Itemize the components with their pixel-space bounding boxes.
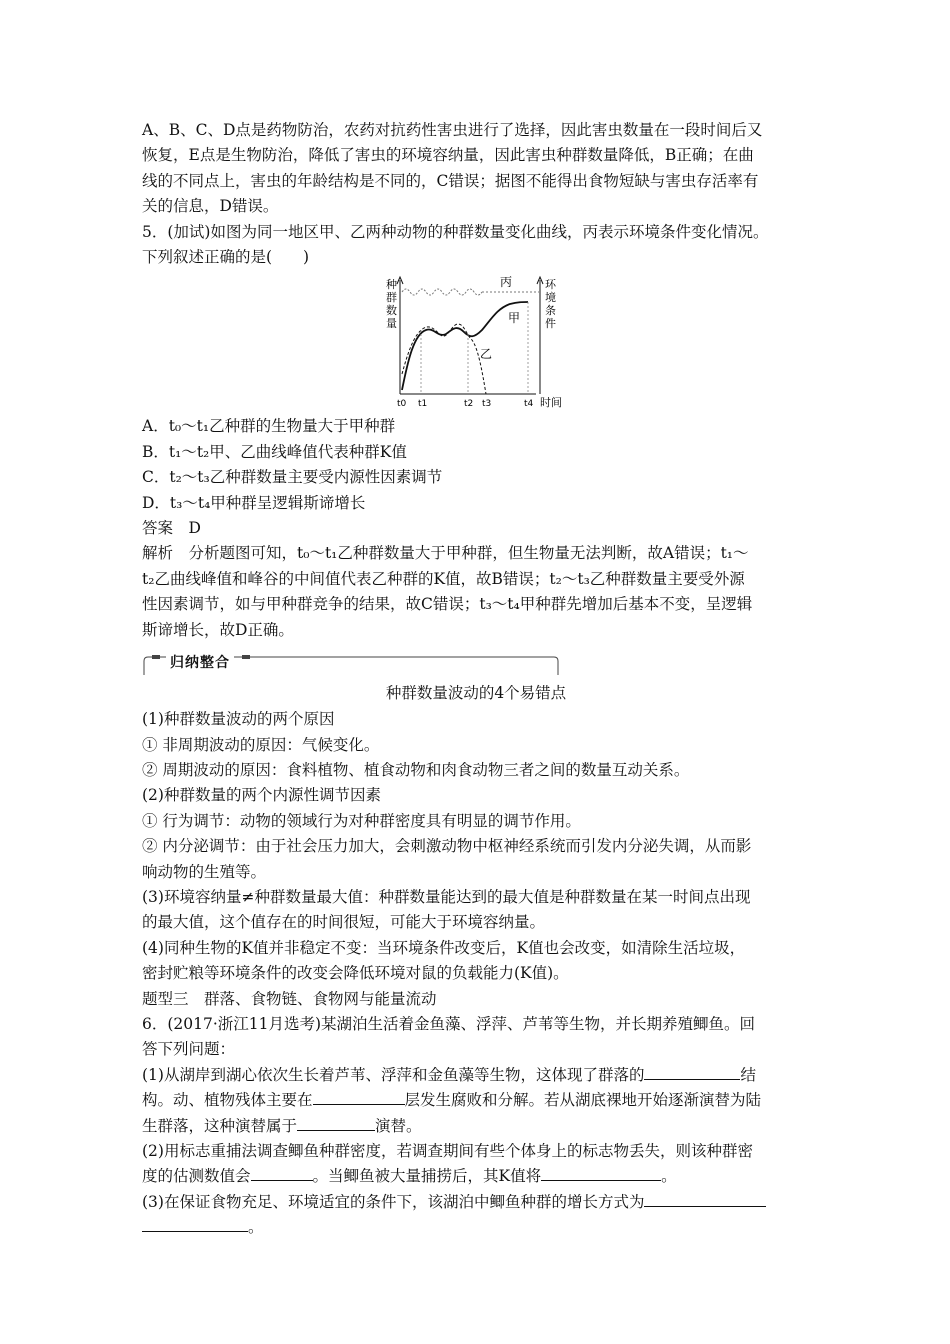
summary-content <box>142 707 810 986</box>
answer-blank[interactable] <box>313 1088 405 1105</box>
text: 层发生腐败和分解。若从湖底裸地开始逐渐演替为陆 <box>404 1091 762 1110</box>
label-jia: 甲 <box>508 311 521 326</box>
answer-blank[interactable] <box>142 1215 248 1232</box>
text: 度的估测数值会 <box>142 1167 251 1186</box>
text-line: A、B、C、D点是药物防治，农药对抗药性害虫进行了选择，因此害虫数量在一段时间后又 <box>142 121 763 139</box>
population-figure <box>142 272 810 412</box>
text: (3)在保证食物充足、环境适宜的条件下，该湖泊中鲫鱼种群的增长方式为 <box>142 1192 645 1211</box>
section-heading: 题型三 群落、食物链、食物网与能量流动 <box>142 989 437 1008</box>
x-tick-t4: t4 <box>524 399 534 410</box>
q6-part1-line1 <box>142 1063 810 1088</box>
label-yi: 乙 <box>480 347 493 362</box>
intro-paragraph <box>142 118 810 220</box>
question-stem: 5．(加试)如图为同一地区甲、乙两种动物的种群数量变化曲线，丙表示环境条件变化情况。 <box>142 222 769 241</box>
analysis-line: t₂乙曲线峰值和峰谷的中间值代表乙种群的K值，故B错误；t₂～t₃乙种群数量主要受外源 <box>142 569 745 588</box>
summary-line: (4)同种生物的K值并非稳定不变：当环境条件改变后，K值也会改变，如清除生活垃圾， <box>142 938 746 957</box>
q6-part2-line2 <box>142 1164 810 1189</box>
text: 结 <box>740 1065 756 1084</box>
option-c: C．t₂～t₃乙种群数量主要受内源性因素调节 <box>142 468 443 487</box>
option-d: D．t₃～t₄甲种群呈逻辑斯谛增长 <box>142 493 366 512</box>
summary-title: 种群数量波动的4个易错点 <box>385 684 567 703</box>
summary-line: ② 内分泌调节：由于社会压力加大，会刺激动物中枢神经系统而引发内分泌失调，从而影 <box>142 837 752 856</box>
label-bing: 丙 <box>500 275 513 290</box>
summary-line: (2)种群数量的两个内源性调节因素 <box>142 786 381 805</box>
text: 。 <box>661 1167 677 1186</box>
question-stem: 答下列问题： <box>142 1040 236 1059</box>
y-left-label-1: 种 <box>386 278 397 292</box>
summary-line: 的最大值，这个值存在的时间很短，可能大于环境容纳量。 <box>142 913 546 932</box>
y-left-label-3: 数 <box>386 304 397 318</box>
y-left-label-4: 量 <box>386 317 397 331</box>
text: 。 <box>248 1218 264 1237</box>
answer-blank[interactable] <box>297 1114 375 1131</box>
q6-part3-line2 <box>142 1215 810 1240</box>
y-right-label-3: 条 <box>545 304 556 318</box>
question-stem: 下列叙述正确的是( ) <box>142 248 310 267</box>
population-chart <box>378 272 578 412</box>
summary-line: 密封贮粮等环境条件的改变会降低环境对鼠的负载能力(K值)。 <box>142 964 569 983</box>
answer-blank[interactable] <box>251 1164 313 1181</box>
text: 演替。 <box>375 1116 422 1135</box>
text-line: 恢复，E点是生物防治，降低了害虫的环境容纳量，因此害虫种群数量降低，B正确；在曲 <box>142 146 754 165</box>
x-axis-label: 时间 <box>540 396 562 410</box>
text: 构。动、植物残体主要在 <box>142 1091 313 1110</box>
text: (1)从湖岸到湖心依次生长着芦苇、浮萍和金鱼藻等生物，这体现了群落的 <box>142 1065 645 1084</box>
question-5 <box>142 220 810 643</box>
summary-line: ② 周期波动的原因：食料植物、植食动物和肉食动物三者之间的数量互动关系。 <box>142 760 690 779</box>
text: 。当鲫鱼被大量捕捞后，其K值将 <box>312 1167 542 1186</box>
question-6 <box>142 1012 810 1241</box>
analysis-line: 性因素调节，如与甲种群竞争的结果，故C错误；t₃～t₄甲种群先增加后基本不变，呈逻辑 <box>142 595 753 614</box>
text-line: 线的不同点上，害虫的年龄结构是不同的，C错误；据图不能得出食物短缺与害虫存活率有 <box>142 171 759 190</box>
summary-line: (1)种群数量波动的两个原因 <box>142 710 335 729</box>
y-right-label-2: 境 <box>545 291 556 305</box>
summary-box-header <box>142 651 810 679</box>
q6-part1-line2 <box>142 1088 810 1113</box>
q6-part1-line3 <box>142 1114 810 1139</box>
analysis-line: 斯谛增长，故D正确。 <box>142 620 294 639</box>
summary-box-title: 归纳整合 <box>166 652 234 672</box>
answer-blank[interactable] <box>644 1190 766 1207</box>
question-stem: 6．(2017·浙江11月选考)某湖泊生活着金鱼藻、浮萍、芦苇等生物，并长期养殖鲫鱼。回 <box>142 1014 756 1033</box>
option-a: A．t₀～t₁乙种群的生物量大于甲种群 <box>142 417 396 436</box>
summary-line: (3)环境容纳量≠种群数量最大值：种群数量能达到的最大值是种群数量在某一时间点出现 <box>142 887 751 906</box>
text-line: 关的信息，D错误。 <box>142 197 279 216</box>
page-content <box>142 118 810 1241</box>
analysis-line: 解析 分析题图可知，t₀～t₁乙种群数量大于甲种群，但生物量无法判断，故A错误；t₁～ <box>142 544 749 563</box>
q6-part2-line1: (2)用标志重捕法调查鲫鱼种群密度，若调查期间有些个体身上的标志物丢失，则该种群密 <box>142 1142 753 1160</box>
text: 生群落，这种演替属于 <box>142 1116 298 1135</box>
y-right-label-1: 环 <box>545 278 556 292</box>
summary-line: ① 行为调节：动物的领域行为对种群密度具有明显的调节作用。 <box>142 811 581 830</box>
answer-blank[interactable] <box>644 1063 740 1080</box>
summary-line: ① 非周期波动的原因：气候变化。 <box>142 735 380 754</box>
x-tick-t3: t3 <box>482 399 492 410</box>
curve-bing <box>402 289 482 295</box>
x-tick-t2: t2 <box>464 399 474 410</box>
x-tick-t0: t0 <box>397 399 407 410</box>
x-tick-t1: t1 <box>418 399 428 410</box>
y-right-label-4: 件 <box>545 317 556 331</box>
y-left-label-2: 群 <box>386 291 397 305</box>
q6-part3-line1 <box>142 1190 810 1215</box>
answer: 答案 D <box>142 519 201 538</box>
answer-blank[interactable] <box>541 1164 661 1181</box>
summary-line: 响动物的生殖等。 <box>142 862 267 881</box>
option-b: B．t₁～t₂甲、乙曲线峰值代表种群K值 <box>142 442 407 461</box>
